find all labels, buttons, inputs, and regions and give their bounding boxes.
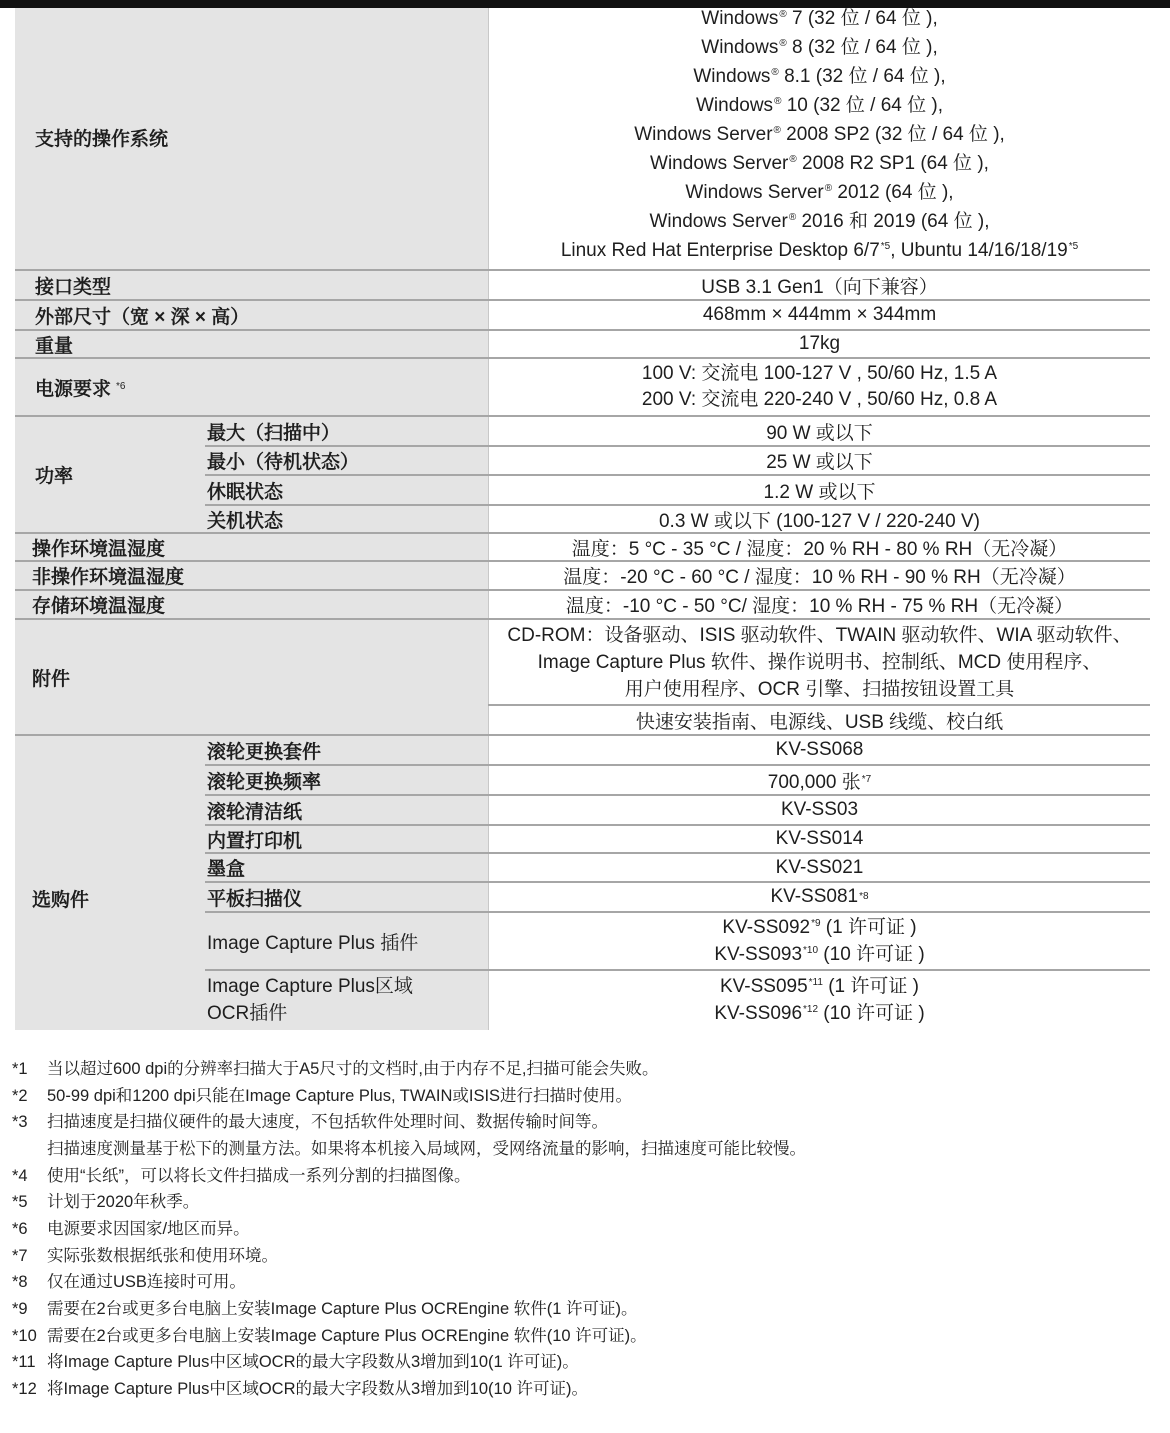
spec-table [15,0,1150,1030]
option-sub-label: 滚轮清洁纸 [207,801,303,823]
footnote-text: 电源要求因国家/地区而异。 [47,1220,250,1239]
registered-mark: ® [774,96,782,107]
registered-mark: ® [779,9,787,20]
footnote-mark: *6 [12,1220,28,1239]
operating-env-value: 温度：5 °C - 35 °C / 湿度：20 % RH - 80 % RH（无冷凝） [571,538,1068,560]
os-name: Windows [695,95,774,116]
option-value-line [722,914,916,941]
option-value: KV-SS014 [775,828,864,849]
option-value-text: 700,000 张 [767,771,861,793]
option-value-text: KV-SS081 [770,886,859,907]
os-name: Windows Server [634,124,773,145]
registered-mark: ® [773,125,781,136]
footnote [12,1269,1112,1296]
os-version: 2008 SP2 (32 位 / 64 位 ), [780,124,1005,145]
option-model: KV-SS096 [714,1003,803,1024]
os-name: Windows [693,66,771,87]
footnote-mark: *3 [12,1113,28,1132]
footnote-mark: *5 [12,1193,28,1212]
footnote [12,1323,1112,1350]
option-value: KV-SS021 [775,856,864,878]
power-supply-label-text: 电源要求 [35,378,112,400]
power-sub-label: 最小（待机状态） [207,452,360,473]
os-label: 支持的操作系统 [35,128,169,150]
os-item [489,149,1150,178]
non-operating-env-label: 非操作环境温湿度 [32,567,185,588]
os-name: Windows [701,37,779,58]
option-license: (10 许可证 ) [818,944,925,965]
power-supply-line: 100 V: 交流电 100-127 V , 50/60 Hz, 1.5 A [641,363,998,384]
footnote-mark: *2 [12,1086,28,1105]
option-model: KV-SS092 [722,917,811,938]
option-value-line [714,941,924,968]
interface-value: USB 3.1 Gen1（向下兼容） [701,276,938,298]
os-item [489,33,1150,62]
footnote-text: 仅在通过USB连接时可用。 [47,1273,246,1292]
option-sub-label: 墨盒 [207,859,246,880]
power-sub-value: 0.3 W 或以下 (100-127 V / 220-240 V) [658,510,981,532]
footnote-text: 将Image Capture Plus中区域OCR的最大字段数从3增加到10(10 许可证)。 [47,1380,588,1399]
footnote-mark: *12 [12,1380,37,1399]
footnote [12,1163,1112,1190]
os-item [489,4,1150,33]
footnote [12,1109,1112,1136]
weight-label: 重量 [35,335,74,357]
footnote-text: 实际张数根据纸张和使用环境。 [47,1246,278,1265]
os-version: 8 (32 位 / 64 位 ), [786,37,938,58]
os-item [489,91,1150,120]
registered-mark: ® [789,154,797,165]
os-name: Linux Red Hat Enterprise Desktop 6/7 [560,240,880,261]
os-version: 2012 (64 位 ), [832,182,954,203]
option-sub-label: 平板扫描仪 [207,888,303,910]
option-sub-label-line: OCR插件 [207,1003,288,1024]
power-sub-value: 1.2 W 或以下 [763,481,876,503]
accessories-items: 快速安装指南、电源线、USB 线缆、校白纸 [635,711,1004,733]
os-version: 10 (32 位 / 64 位 ), [781,95,944,116]
interface-label: 接口类型 [35,276,112,298]
footnote-text: 当以超过600 dpi的分辨率扫描大于A5尺寸的文档时,由于内存不足,扫描可能会失败。 [47,1060,659,1078]
footnote-mark: *9 [12,1300,28,1319]
os-item [489,120,1150,149]
options-label: 选购件 [32,889,90,911]
option-sub-label-line: Image Capture Plus区域 [207,976,413,997]
accessories-label: 附件 [32,668,71,690]
option-sub-label: 滚轮更换频率 [207,771,322,793]
footnote [12,1216,1112,1243]
os-item [489,62,1150,91]
power-sub-value: 25 W 或以下 [766,452,873,473]
footnote [12,1296,1112,1323]
option-license: (10 许可证 ) [818,1003,925,1024]
option-value [489,970,1150,1030]
power-sub-value: 90 W 或以下 [766,422,873,444]
footnote-ref: *11 [808,977,823,988]
footnote-mark: *4 [12,1166,28,1185]
footnote-continuation [12,1136,1112,1163]
accessories-line: 用户使用程序、OCR 引擎、扫描按钮设置工具 [624,678,1015,700]
footnote [12,1376,1112,1403]
footnote-text: 扫描速度是扫描仪硬件的最大速度，不包括软件处理时间、数据传输时间等。 [47,1113,608,1132]
footnote-ref: *10 [803,945,819,956]
os-name: Windows Server [650,153,789,174]
option-value: KV-SS03 [780,799,859,820]
os-version: 8.1 (32 位 / 64 位 ), [778,66,946,87]
registered-mark: ® [779,38,787,49]
option-license: (1 许可证 ) [820,917,917,938]
footnote-mark: *7 [12,1246,28,1265]
footnote-text: 计划于2020年秋季。 [47,1193,200,1212]
dimensions-value: 468mm × 444mm × 344mm [702,304,937,325]
footnote-text: 将Image Capture Plus中区域OCR的最大字段数从3增加到10(1 许可证)。 [47,1353,579,1372]
option-value-line [714,1000,924,1027]
registered-mark: ® [771,67,779,78]
footnote-mark: *1 [12,1060,28,1078]
power-supply-label: 电源要求 *6 [35,358,475,416]
option-sub-label: 滚轮更换套件 [207,741,322,763]
footnote-mark: *8 [12,1273,28,1292]
os-list [489,4,1150,265]
power-consumption-label: 功率 [35,466,74,487]
registered-mark: ® [788,212,797,223]
top-edge-bar [0,0,1170,8]
footnote [12,1083,1112,1110]
option-model: KV-SS093 [714,944,803,965]
footnote-ref: *9 [811,918,821,929]
option-license: (1 许可证 ) [822,976,919,997]
accessories-cd-rom [489,619,1150,705]
option-sub-label: Image Capture Plus 插件 [207,932,419,954]
storage-env-label: 存储环境温湿度 [32,596,166,617]
os-item [489,207,1150,236]
footnote-ref: *5 [880,241,891,252]
os-name: Windows Server [685,182,824,203]
footnote-text: 需要在2台或更多台电脑上安装Image Capture Plus OCREngine 软件(10 许可证)。 [47,1326,647,1345]
power-supply-line: 200 V: 交流电 220-240 V , 50/60 Hz, 0.8 A [641,389,998,410]
option-sub-label: 内置打印机 [207,830,303,852]
power-supply-value [489,358,1150,416]
os-item [489,236,1150,265]
dimensions-label: 外部尺寸（宽 × 深 × 高） [35,306,250,328]
accessories-line: Image Capture Plus 软件、操作说明书、控制纸、MCD 使用程序、 [537,651,1102,673]
option-value: KV-SS068 [775,739,864,760]
weight-value: 17kg [798,333,841,354]
os-item [489,178,1150,207]
footnote-ref: *12 [803,1004,819,1015]
power-sub-label: 关机状态 [207,510,284,532]
option-model: KV-SS095 [719,976,808,997]
registered-mark: ® [824,183,833,194]
os-version: 7 (32 位 / 64 位 ), [786,8,938,29]
non-operating-env-value: 温度：-20 °C - 60 °C / 湿度：10 % RH - 90 % RH（无冷凝） [563,567,1076,588]
accessories-line: CD-ROM：设备驱动、ISIS 驱动软件、TWAIN 驱动软件、WIA 驱动软件、 [507,624,1132,646]
footnote-text: 使用“长纸”，可以将长文件扫描成一系列分割的扫描图像。 [47,1166,471,1185]
os-version: 2016 和 2019 (64 位 ), [796,211,990,232]
os-name: , Ubuntu 14/16/18/19 [890,240,1068,261]
footnotes [12,1056,1112,1403]
footnote [12,1243,1112,1270]
power-sub-label: 最大（扫描中） [207,422,341,444]
option-sub-label [207,970,487,1030]
footnote [12,1349,1112,1376]
footnote-text: 50-99 dpi和1200 dpi只能在Image Capture Plus, TWAIN或ISIS进行扫描时使用。 [47,1086,633,1105]
option-value: KV-SS081 *8 [770,886,869,907]
os-name: Windows [701,8,779,29]
option-value-line [720,973,919,1000]
power-sub-label: 休眠状态 [207,481,284,503]
footnote-ref: *5 [1068,241,1079,252]
footnote [12,1056,1112,1083]
footnote [12,1189,1112,1216]
os-version: 2008 R2 SP1 (64 位 ), [796,153,989,174]
os-name: Windows Server [649,211,788,232]
option-value: 700,000 张 *7 [489,765,1150,795]
footnote-mark: *11 [12,1353,36,1372]
storage-env-value: 温度：-10 °C - 50 °C/ 湿度：10 % RH - 75 % RH（无冷凝） [565,596,1074,617]
footnote-text: 需要在2台或更多台电脑上安装Image Capture Plus OCREngine 软件(1 许可证)。 [47,1300,638,1319]
option-value [489,912,1150,970]
footnote-mark: *10 [12,1326,37,1345]
footnote-indent [12,1136,47,1163]
footnote-text: 扫描速度测量基于松下的测量方法。如果将本机接入局域网，受网络流量的影响，扫描速度可能比较慢。 [47,1140,806,1159]
operating-env-label: 操作环境温湿度 [32,538,166,560]
